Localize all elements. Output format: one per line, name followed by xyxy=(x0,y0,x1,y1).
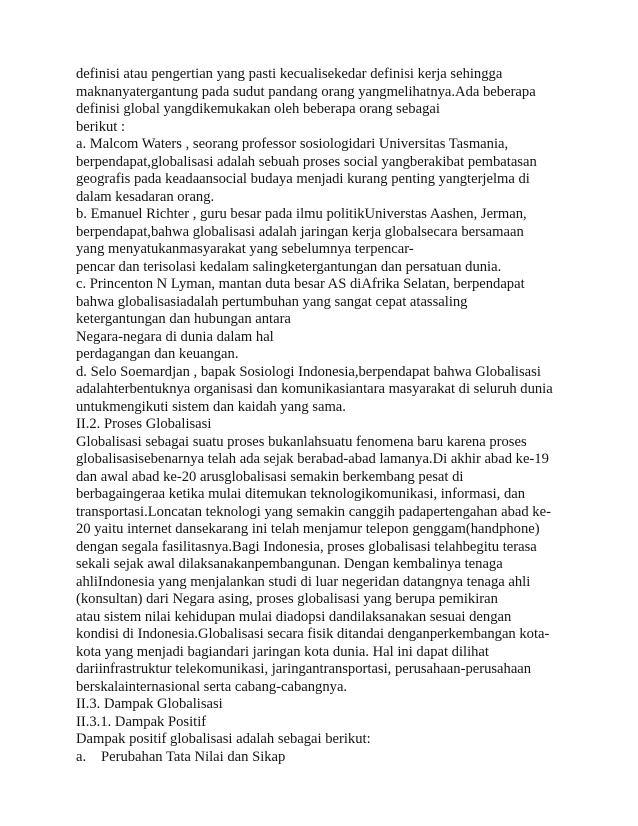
text-line: (konsultan) dari Negara asing, proses globalisasi yang berupa pemikiran xyxy=(76,591,498,607)
text-line: berikut : xyxy=(76,118,126,135)
document-body xyxy=(76,66,566,766)
text-line: c. Princenton N Lyman, mantan duta besar AS diAfrika Selatan, berpendapat xyxy=(76,276,525,292)
list-item-a xyxy=(76,749,566,767)
list-item-text: Perubahan Tata Nilai dan Sikap xyxy=(101,748,286,765)
text-line: II.3.1. Dampak Positif xyxy=(76,713,207,730)
text-line: bahwa globalisasiadalah pertumbuhan yang sangat cepat atassaling xyxy=(76,293,468,310)
text-line: ketergantungan dan hubungan antara xyxy=(76,311,291,327)
text-line: b. Emanuel Richter , guru besar pada ilmu politikUniverstas Aashen, Jerman, xyxy=(76,206,527,222)
text-line: kota yang menjadi bagiandari jaringan kota dunia. Hal ini dapat dilihat xyxy=(76,643,489,660)
text-line: Globalisasi sebagai suatu proses bukanlahsuatu fenomena baru karena proses xyxy=(76,433,527,450)
text-line: berbagaingeraa ketika mulai ditemukan teknologikomunikasi, informasi, dan xyxy=(76,486,526,502)
text-line: d. Selo Soemardjan , bapak Sosiologi Indonesia,berpendapat bahwa Globalisasi xyxy=(76,363,541,380)
text-line: definisi atau pengertian yang pasti kecualisekedar definisi kerja sehingga xyxy=(76,66,503,82)
list-marker: a. xyxy=(76,748,87,765)
text-line: berpendapat,globalisasi adalah sebuah proses social yangberakibat pembatasan xyxy=(76,153,537,170)
text-line: Negara-negara di dunia dalam hal xyxy=(76,328,274,345)
text-line: dan awal abad ke-20 arusglobalisasi semakin berkembang pesat di xyxy=(76,468,464,485)
text-line: berpendapat,bahwa globalisasi adalah jaringan kerja globalsecara bersamaan xyxy=(76,223,524,240)
text-line: a. Malcom Waters , seorang professor sosiologidari Universitas Tasmania, xyxy=(76,136,509,152)
text-line: atau sistem nilai kehidupan mulai diadopsi dandilaksanakan sesuai dengan xyxy=(76,608,512,625)
text-line: maknanyatergantung pada sudut pandang orang yangmelihatnya.Ada beberapa xyxy=(76,83,536,100)
text-line: kondisi di Indonesia.Globalisasi secara fisik ditandai denganperkembangan kota- xyxy=(76,626,550,642)
text-line: untukmengikuti sistem dan kaidah yang sama. xyxy=(76,398,346,415)
text-line: yang menyatukanmasyarakat yang sebelumnya terpencar- xyxy=(76,241,414,257)
text-line: definisi global yangdikemukakan oleh beberapa orang sebagai xyxy=(76,101,440,117)
text-line: globalisasisebenarnya telah ada sejak berabad-abad lamanya.Di akhir abad ke-19 xyxy=(76,451,549,467)
text-line: geografis pada keadaansocial budaya menjadi kurang penting yangterjelma di xyxy=(76,171,530,187)
text-line: dengan segala fasilitasnya.Bagi Indonesia, proses globalisasi telahbegitu terasa xyxy=(76,538,537,555)
text-line: II.3. Dampak Globalisasi xyxy=(76,696,223,712)
text-line: adalahterbentuknya organisasi dan komunikasiantara masyarakat di seluruh dunia xyxy=(76,381,553,397)
text-line: 20 yaitu internet dansekarang ini telah menjamur telepon genggam(handphone) xyxy=(76,521,540,537)
text-line: perdagangan dan keuangan. xyxy=(76,346,239,362)
text-line: dalam kesadaran orang. xyxy=(76,188,215,205)
text-line: II.2. Proses Globalisasi xyxy=(76,416,212,432)
text-line: Dampak positif globalisasi adalah sebagai berikut: xyxy=(76,731,371,747)
text-line: ahliIndonesia yang menjalankan studi di luar negeridan datangnya tenaga ahli xyxy=(76,573,531,590)
text-line: transportasi.Loncatan teknologi yang semakin canggih padapertengahan abad ke- xyxy=(76,503,551,520)
text-line: sekali sejak awal dilaksanakanpembangunan. Dengan kembalinya tenaga xyxy=(76,556,503,572)
text-line: pencar dan terisolasi kedalam salingketergantungan dan persatuan dunia. xyxy=(76,258,502,275)
text-line: dariinfrastruktur telekomunikasi, jaringantransportasi, perusahaan-perusahaan xyxy=(76,661,532,677)
text-line: berskalainternasional serta cabang-cabangnya. xyxy=(76,678,348,695)
